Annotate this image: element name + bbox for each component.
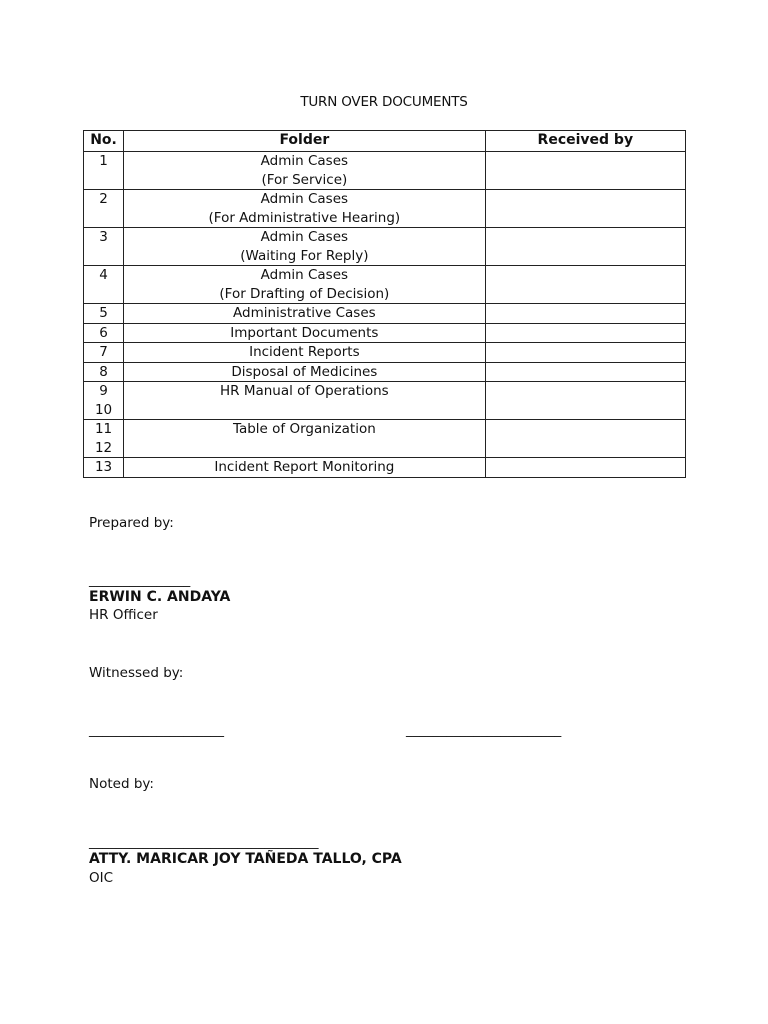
received-by-cell[interactable] (485, 190, 685, 228)
row-number (84, 458, 124, 478)
folder-cell (124, 266, 486, 304)
folder-text: Incident Report Monitoring (214, 459, 395, 475)
folder-text: (Waiting For Reply) (240, 247, 369, 264)
received-by-cell[interactable] (485, 228, 685, 266)
row-number (84, 152, 124, 190)
row-number-text: 7 (99, 344, 108, 360)
row-number-text: 10 (94, 401, 113, 418)
row-number (84, 343, 124, 363)
noted-by-label: Noted by: (89, 776, 154, 792)
folder-text: Administrative Cases (233, 305, 376, 321)
received-by-cell[interactable] (485, 362, 685, 382)
table-header-row (84, 131, 686, 152)
table-row (84, 343, 686, 363)
folder-text: Important Documents (230, 324, 379, 341)
table-row (84, 382, 686, 420)
folder-cell (124, 382, 486, 420)
row-number-text: 2 (99, 191, 108, 207)
table-row (84, 152, 686, 190)
table-row (84, 304, 686, 324)
turnover-table (83, 130, 686, 478)
header-received-by: Received by (485, 131, 685, 152)
folder-text: Admin Cases (260, 267, 349, 283)
folder-text: Admin Cases (260, 229, 349, 245)
folder-cell (124, 458, 486, 478)
prepared-position: HR Officer (89, 607, 158, 623)
folder-text: Table of Organization (232, 421, 376, 437)
folder-text: Admin Cases (260, 191, 349, 207)
row-number-text: 5 (99, 305, 108, 321)
witness-signature-line-right: _______________________ (406, 722, 562, 738)
folder-text: Disposal of Medicines (231, 363, 378, 380)
row-number-text: 8 (99, 363, 108, 380)
received-by-cell[interactable] (485, 382, 685, 420)
folder-cell (124, 190, 486, 228)
header-folder: Folder (124, 131, 486, 152)
folder-cell (124, 304, 486, 324)
received-by-cell[interactable] (485, 266, 685, 304)
witness-signature-line-left: ____________________ (89, 722, 224, 738)
folder-cell (124, 323, 486, 343)
folder-text: Incident Reports (249, 344, 360, 360)
folder-cell (124, 362, 486, 382)
row-number-text: 1 (99, 153, 108, 169)
table-row (84, 190, 686, 228)
prepared-by-label: Prepared by: (89, 515, 174, 531)
row-number-text: 12 (94, 439, 113, 456)
received-by-cell[interactable] (485, 343, 685, 363)
table-row (84, 228, 686, 266)
row-number (84, 420, 124, 458)
folder-text: HR Manual of Operations (220, 383, 389, 399)
row-number (84, 228, 124, 266)
row-number-text: 6 (99, 324, 108, 341)
noted-position: OIC (89, 870, 114, 886)
folder-cell (124, 152, 486, 190)
table-row (84, 266, 686, 304)
received-by-cell[interactable] (485, 152, 685, 190)
row-number (84, 323, 124, 343)
noted-name: ATTY. MARICAR JOY TAÑEDA TALLO, CPA (89, 851, 402, 867)
row-number (84, 266, 124, 304)
received-by-cell[interactable] (485, 304, 685, 324)
table-row (84, 420, 686, 458)
folder-text: (For Service) (261, 171, 348, 188)
received-by-cell[interactable] (485, 323, 685, 343)
folder-text: Admin Cases (260, 153, 349, 169)
row-number (84, 304, 124, 324)
row-number-text: 11 (94, 421, 113, 437)
table-row (84, 323, 686, 343)
prepared-name: ERWIN C. ANDAYA (89, 589, 231, 605)
folder-cell (124, 420, 486, 458)
table-row (84, 362, 686, 382)
table-body (84, 152, 686, 478)
row-number-text: 9 (99, 383, 108, 399)
folder-text: (For Administrative Hearing) (208, 209, 401, 226)
prepared-signature-line: _______________ (89, 572, 191, 588)
row-number-text: 4 (99, 267, 108, 283)
witnessed-by-label: Witnessed by: (89, 665, 184, 681)
folder-text: (For Drafting of Decision) (219, 285, 390, 302)
received-by-cell[interactable] (485, 420, 685, 458)
row-number-text: 13 (94, 459, 113, 475)
row-number (84, 362, 124, 382)
header-no: No. (84, 131, 124, 152)
row-number (84, 190, 124, 228)
table-row (84, 458, 686, 478)
row-number-text: 3 (99, 229, 108, 245)
noted-signature-line: __________________________________ (89, 834, 319, 850)
document-title: TURN OVER DOCUMENTS (300, 94, 468, 110)
folder-cell (124, 343, 486, 363)
folder-cell (124, 228, 486, 266)
received-by-cell[interactable] (485, 458, 685, 478)
row-number (84, 382, 124, 420)
